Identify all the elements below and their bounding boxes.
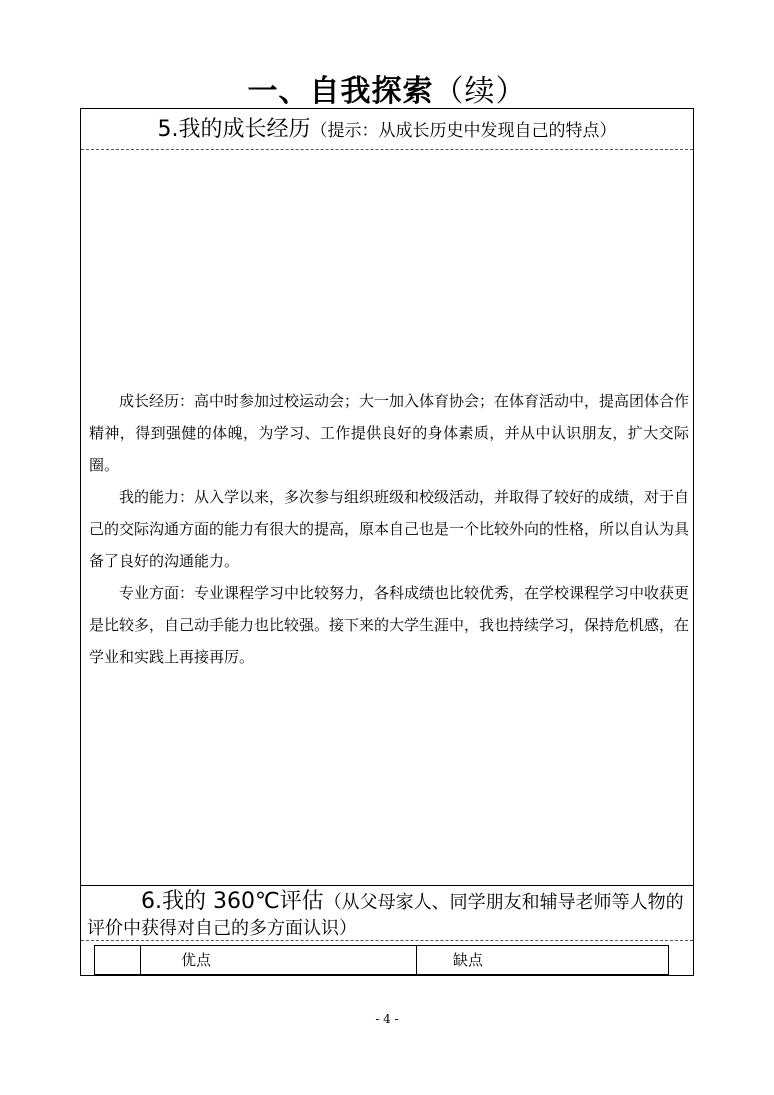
- paragraph-ability: 我的能力：从入学以来，多次参与组织班级和校级活动，并取得了较好的成绩，对于自己的交际沟通方面的能力有很大的提高，原本自己也是一个比较外向的性格，所以自认为具备了良好的沟通能力。: [89, 488, 690, 570]
- page-title-main: 一、自我探索: [247, 74, 434, 109]
- section6-hint: （从父母家人、同学朋友和辅导老师等人物的评价中获得对自己的多方面认识）: [87, 892, 684, 939]
- paragraph-growth: 成长经历：高中时参加过校运动会；大一加入体育协会；在体育活动中，提高团体合作精神，得到强健的体魄，为学习、工作提供良好的身体素质，并从中认识朋友，扩大交际圈。: [89, 392, 690, 474]
- section-divider: [81, 885, 693, 886]
- paragraph-major: 专业方面：专业课程学习中比较努力，各科成绩也比较优秀，在学校课程学习中收获更是比较多，自己动手能力也比较强。接下来的大学生涯中，我也持续学习，保持危机感，在学业和实践上再接再厉。: [89, 584, 690, 666]
- page-title-suffix: （续）: [433, 74, 527, 109]
- page-number: - 4 -: [375, 1012, 399, 1026]
- strengths-header: 优点: [141, 946, 417, 974]
- evaluation-table-header: [94, 945, 669, 975]
- section5-title: 5.我的成长经历: [157, 117, 311, 142]
- table-index-cell: [95, 946, 141, 974]
- weaknesses-header: 缺点: [453, 951, 484, 969]
- page-title: [0, 66, 774, 110]
- section6-title: 6.我的 360℃评估: [141, 889, 324, 914]
- section6-dashed-rule: [81, 940, 693, 941]
- section5-hint: （提示：从成长历史中发现自己的特点）: [310, 121, 617, 141]
- form-frame: [80, 108, 694, 976]
- section5-heading: [81, 109, 693, 150]
- section5-content: [89, 385, 689, 673]
- section6-heading: [87, 889, 691, 942]
